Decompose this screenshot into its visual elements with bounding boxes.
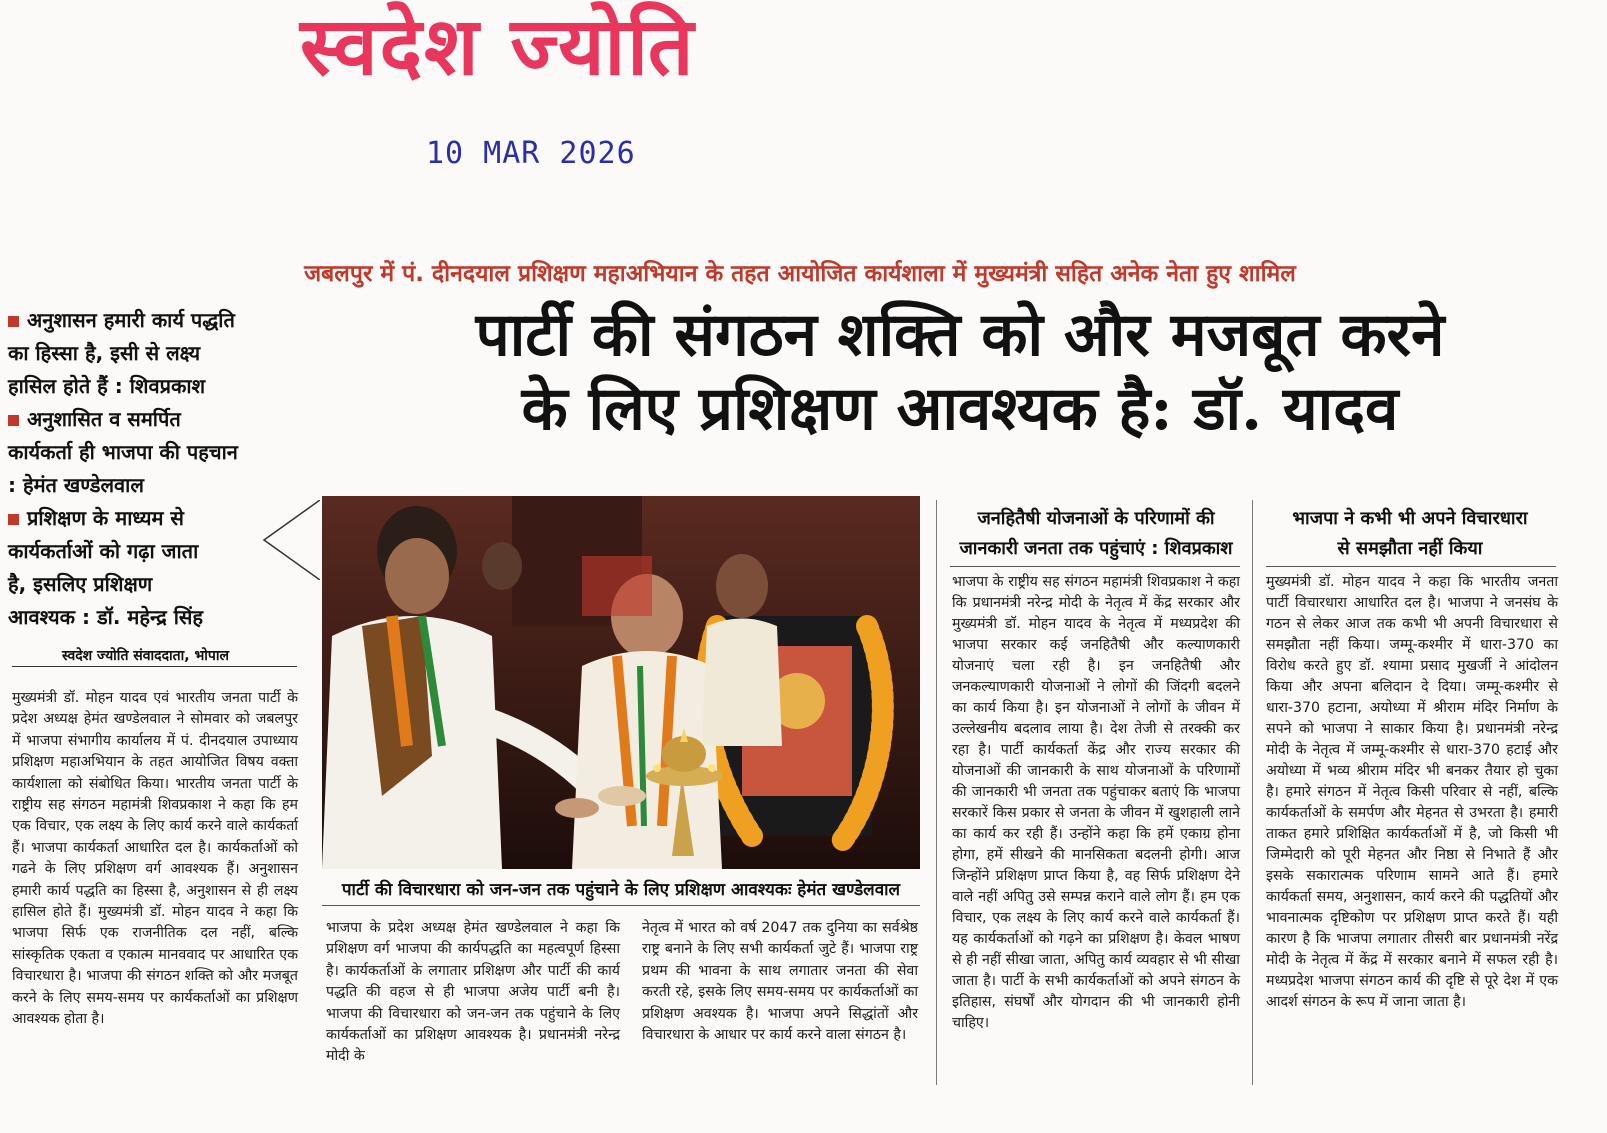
highlight-item: अनुशासन हमारी कार्य पद्धति का हिस्सा है, इसी से लक्ष्य हासिल होते हैं : शिवप्रकाश (8, 308, 235, 398)
byline: स्वदेश ज्योति संवाददाता, भोपाल (62, 648, 229, 664)
lead-paragraph: मुख्यमंत्री डॉ. मोहन यादव एवं भारतीय जनता पार्टी के प्रदेश अध्यक्ष हेमंत खण्डेलवाल ने सोमवार को जबलपुर में भाजपा संभागीय कार्यालय में पं. दीनदयाल उपाध्याय प्रशिक्षण महाअभियान के तहत आयोजित विषय वक्ता कार्यशाला को संबोधित किया। भारतीय जनता पार्टी के राष्ट्रीय सह संगठन महामंत्री शिवप्रकाश ने कहा कि हम एक विचार, एक लक्ष्य के लिए कार्य करने वाले कार्यकर्ता हैं। भाजपा कार्यकर्ता आधारित दल है। कार्यकर्ताओं को गढने के लिए प्रशिक्षण वर्ग आवश्यक हैं। अनुशासन हमारी कार्य पद्धति का हिस्सा है, अनुशासन से ही लक्ष्य हासिल होते हैं। मुख्यमंत्री डॉ. मोहन यादव ने कहा कि भाजपा सिर्फ एक राजनीतिक दल नहीं, बल्कि सांस्कृतिक एकता व एकात्म मानववाद पर आधारित एक विचारधारा है। भाजपा की संगठन शक्ति को और मजबूत करने के लिए समय-समय पर कार्यकर्ताओं का प्रशिक्षण आवश्यक होता है। (12, 690, 298, 1028)
yadav-subhead: भाजपा ने कभी भी अपने विचारधारा से समझौता नहीं किया (1292, 508, 1528, 559)
lamp-lighting-photo-illustration (322, 496, 920, 869)
khandelwal-column-2: नेतृत्व में भारत को वर्ष 2047 तक दुनिया का सर्वश्रेष्ठ राष्ट्र बनाने के लिए सभी कार्यकर्ता जुटे हैं। भाजपा राष्ट्र प्रथम की भावना के साथ लगातार जनता की सेवा करती रहे, इसके लिए समय-समय पर कार्यकर्ताओं का प्रशिक्षण अवश्यक है। भाजपा अपने सिद्धांतों और विचारधारा के आधार पर कार्य करने वाला संगठन है। (642, 920, 918, 1044)
main-headline: पार्टी की संगठन शक्ति को और मजबूत करने के लिए प्रशिक्षण आवश्यक है: डॉ. यादव (475, 300, 1445, 444)
highlight-item: प्रशिक्षण के माध्यम से कार्यकर्ताओं को गढ़ा जाता है, इसलिए प्रशिक्षण आवश्यक : डॉ. महेन्द्र सिंह (8, 506, 204, 629)
bullet-square-icon (8, 514, 19, 525)
newspaper-masthead: स्वदेश ज्योति (300, 0, 696, 93)
caption-rule (322, 905, 920, 906)
news-photo (322, 496, 920, 869)
shivprakash-subhead: जनहितैषी योजनाओं के परिणामों की जानकारी जनता तक पहुंचाएं : शिवप्रकाश (959, 508, 1233, 559)
date-stamp: 10 MAR 2026 (426, 136, 636, 171)
highlight-item: अनुशासित व समर्पित कार्यकर्ता ही भाजपा की पहचान : हेमंत खण्डेलवाल (8, 407, 238, 497)
byline-rule (12, 666, 297, 667)
column-divider (1252, 500, 1253, 1085)
subhead-rule (950, 566, 1240, 567)
subhead-rule (1266, 566, 1556, 567)
sidebar-pointer-shape (262, 500, 320, 580)
bullet-square-icon (8, 415, 19, 426)
highlights-sidebar (8, 304, 308, 634)
column-divider (936, 500, 937, 1085)
bullet-square-icon (8, 316, 19, 327)
photo-caption: पार्टी की विचारधारा को जन-जन तक पहुंचाने के लिए प्रशिक्षण आवश्यकः हेमंत खण्डेलवाल (341, 880, 901, 900)
kicker-line: जबलपुर में पं. दीनदयाल प्रशिक्षण महाअभियान के तहत आयोजित कार्यशाला में मुख्यमंत्री सहित अनेक नेता हुए शामिल (304, 261, 1296, 287)
yadav-text: मुख्यमंत्री डॉ. मोहन यादव ने कहा कि भारतीय जनता पार्टी विचारधारा आधारित दल है। भाजपा ने जनसंघ के गठन से लेकर आज तक कभी भी अपनी विचारधारा से समझौता नहीं किया। जम्मू-कश्मीर में धारा-370 का विरोध करते हुए डॉ. श्यामा प्रसाद मुखर्जी ने आंदोलन किया और अपना बलिदान दे दिया। जम्मू-कश्मीर से धारा-370 हटाना, अयोध्या में श्रीराम मंदिर निर्माण के सपने को भाजपा ने साकार किया है। प्रधानमंत्री नरेन्द्र मोदी के नेतृत्व में जम्मू-कश्मीर से धारा-370 हटाई और अयोध्या में भव्य श्रीराम मंदिर भी बनकर तैयार हो चुका है। हमारे संगठन में नेतृत्व किसी परिवार से नहीं, बल्कि कार्यकर्ताओं के समर्पण और मेहनत से उभरता है। हमारी ताकत हमारे प्रशिक्षित कार्यकर्ताओं में है, जो किसी भी जिम्मेदारी को पूरी मेहनत और निष्ठा से निभाते हैं और इसके सकारात्मक परिणाम सामने आते हैं। हमारे कार्यकर्ता समय, अनुशासन, कार्य करने की पद्धतियों और भावनात्मक दृष्टिकोण पर प्रशिक्षण प्राप्त करते हैं। यही कारण है कि भाजपा लगातार तीसरी बार प्रधानमंत्री नरेंद्र मोदी के नेतृत्व में केंद्र में सरकार बनाने में सफल रही है। मध्यप्रदेश भाजपा संगठन कार्य की दृष्टि से पूरे देश में एक आदर्श संगठन के रूप में जाना जाता है। (1266, 574, 1558, 1010)
shivprakash-text: भाजपा के राष्ट्रीय सह संगठन महामंत्री शिवप्रकाश ने कहा कि प्रधानमंत्री नरेन्द्र मोदी के नेतृत्व में केंद्र सरकार और मुख्यमंत्री डॉ. मोहन यादव के नेतृत्व में मध्यप्रदेश की भाजपा सरकार कई जनहितैषी और कल्याणकारी योजनाएं चला रही है। इन जनहितैषी और जनकल्याणकारी योजनाओं ने लोगों की जिंदगी बदलने का कार्य किया है। इन योजनाओं ने लोगों के जीवन में उल्लेखनीय बदलाव लाया है। देश तेजी से तरक्की कर रहा है। पार्टी कार्यकर्ता केंद्र और राज्य सरकार की योजनाओं की जानकारी के साथ योजनाओं के परिणामों की जानकारी भी जनता तक पहुंचाकर बताएं कि भाजपा सरकारें किस प्रकार से जनता के जीवन में खुशहाली लाने का कार्य कर रही हैं। उन्होंने कहा कि हमें एकाग्र होना होगा, हमें सीखने की मानसिकता बदलनी होगी। आज जिन्होंने प्रशिक्षण प्राप्त किया है, वह सिर्फ प्रशिक्षण देने वाले नहीं अपितु उसे सम्पन्न कराने वाले लोग हैं। हम एक विचार, एक लक्ष्य के लिए कार्य करने वाले कार्यकर्ता हैं। यह कार्यकर्ताओं को गढ़ने का प्रशिक्षण है। केवल भाषण से ही नहीं सीखा जाता, अपितु कार्य व्यवहार से भी सीखा जाता है। पार्टी के सभी कार्यकर्ताओं को अपने संगठन के इतिहास, संघर्षों और योगदान की भी जानकारी होनी चाहिए। (952, 574, 1240, 1031)
khandelwal-column-1: भाजपा के प्रदेश अध्यक्ष हेमंत खण्डेलवाल ने कहा कि प्रशिक्षण वर्ग भाजपा की कार्यपद्धति का महत्वपूर्ण हिस्सा है। कार्यकर्ताओं के लगातार प्रशिक्षण और पार्टी की कार्य पद्धति की वहज से ही भाजपा अजेय पार्टी बनी है। भाजपा की विचारधारा को जन-जन तक पहुंचाने के लिए कार्यकर्ताओं का प्रशिक्षण आवश्यक है। प्रधानमंत्री नरेन्द्र मोदी के (326, 920, 620, 1065)
